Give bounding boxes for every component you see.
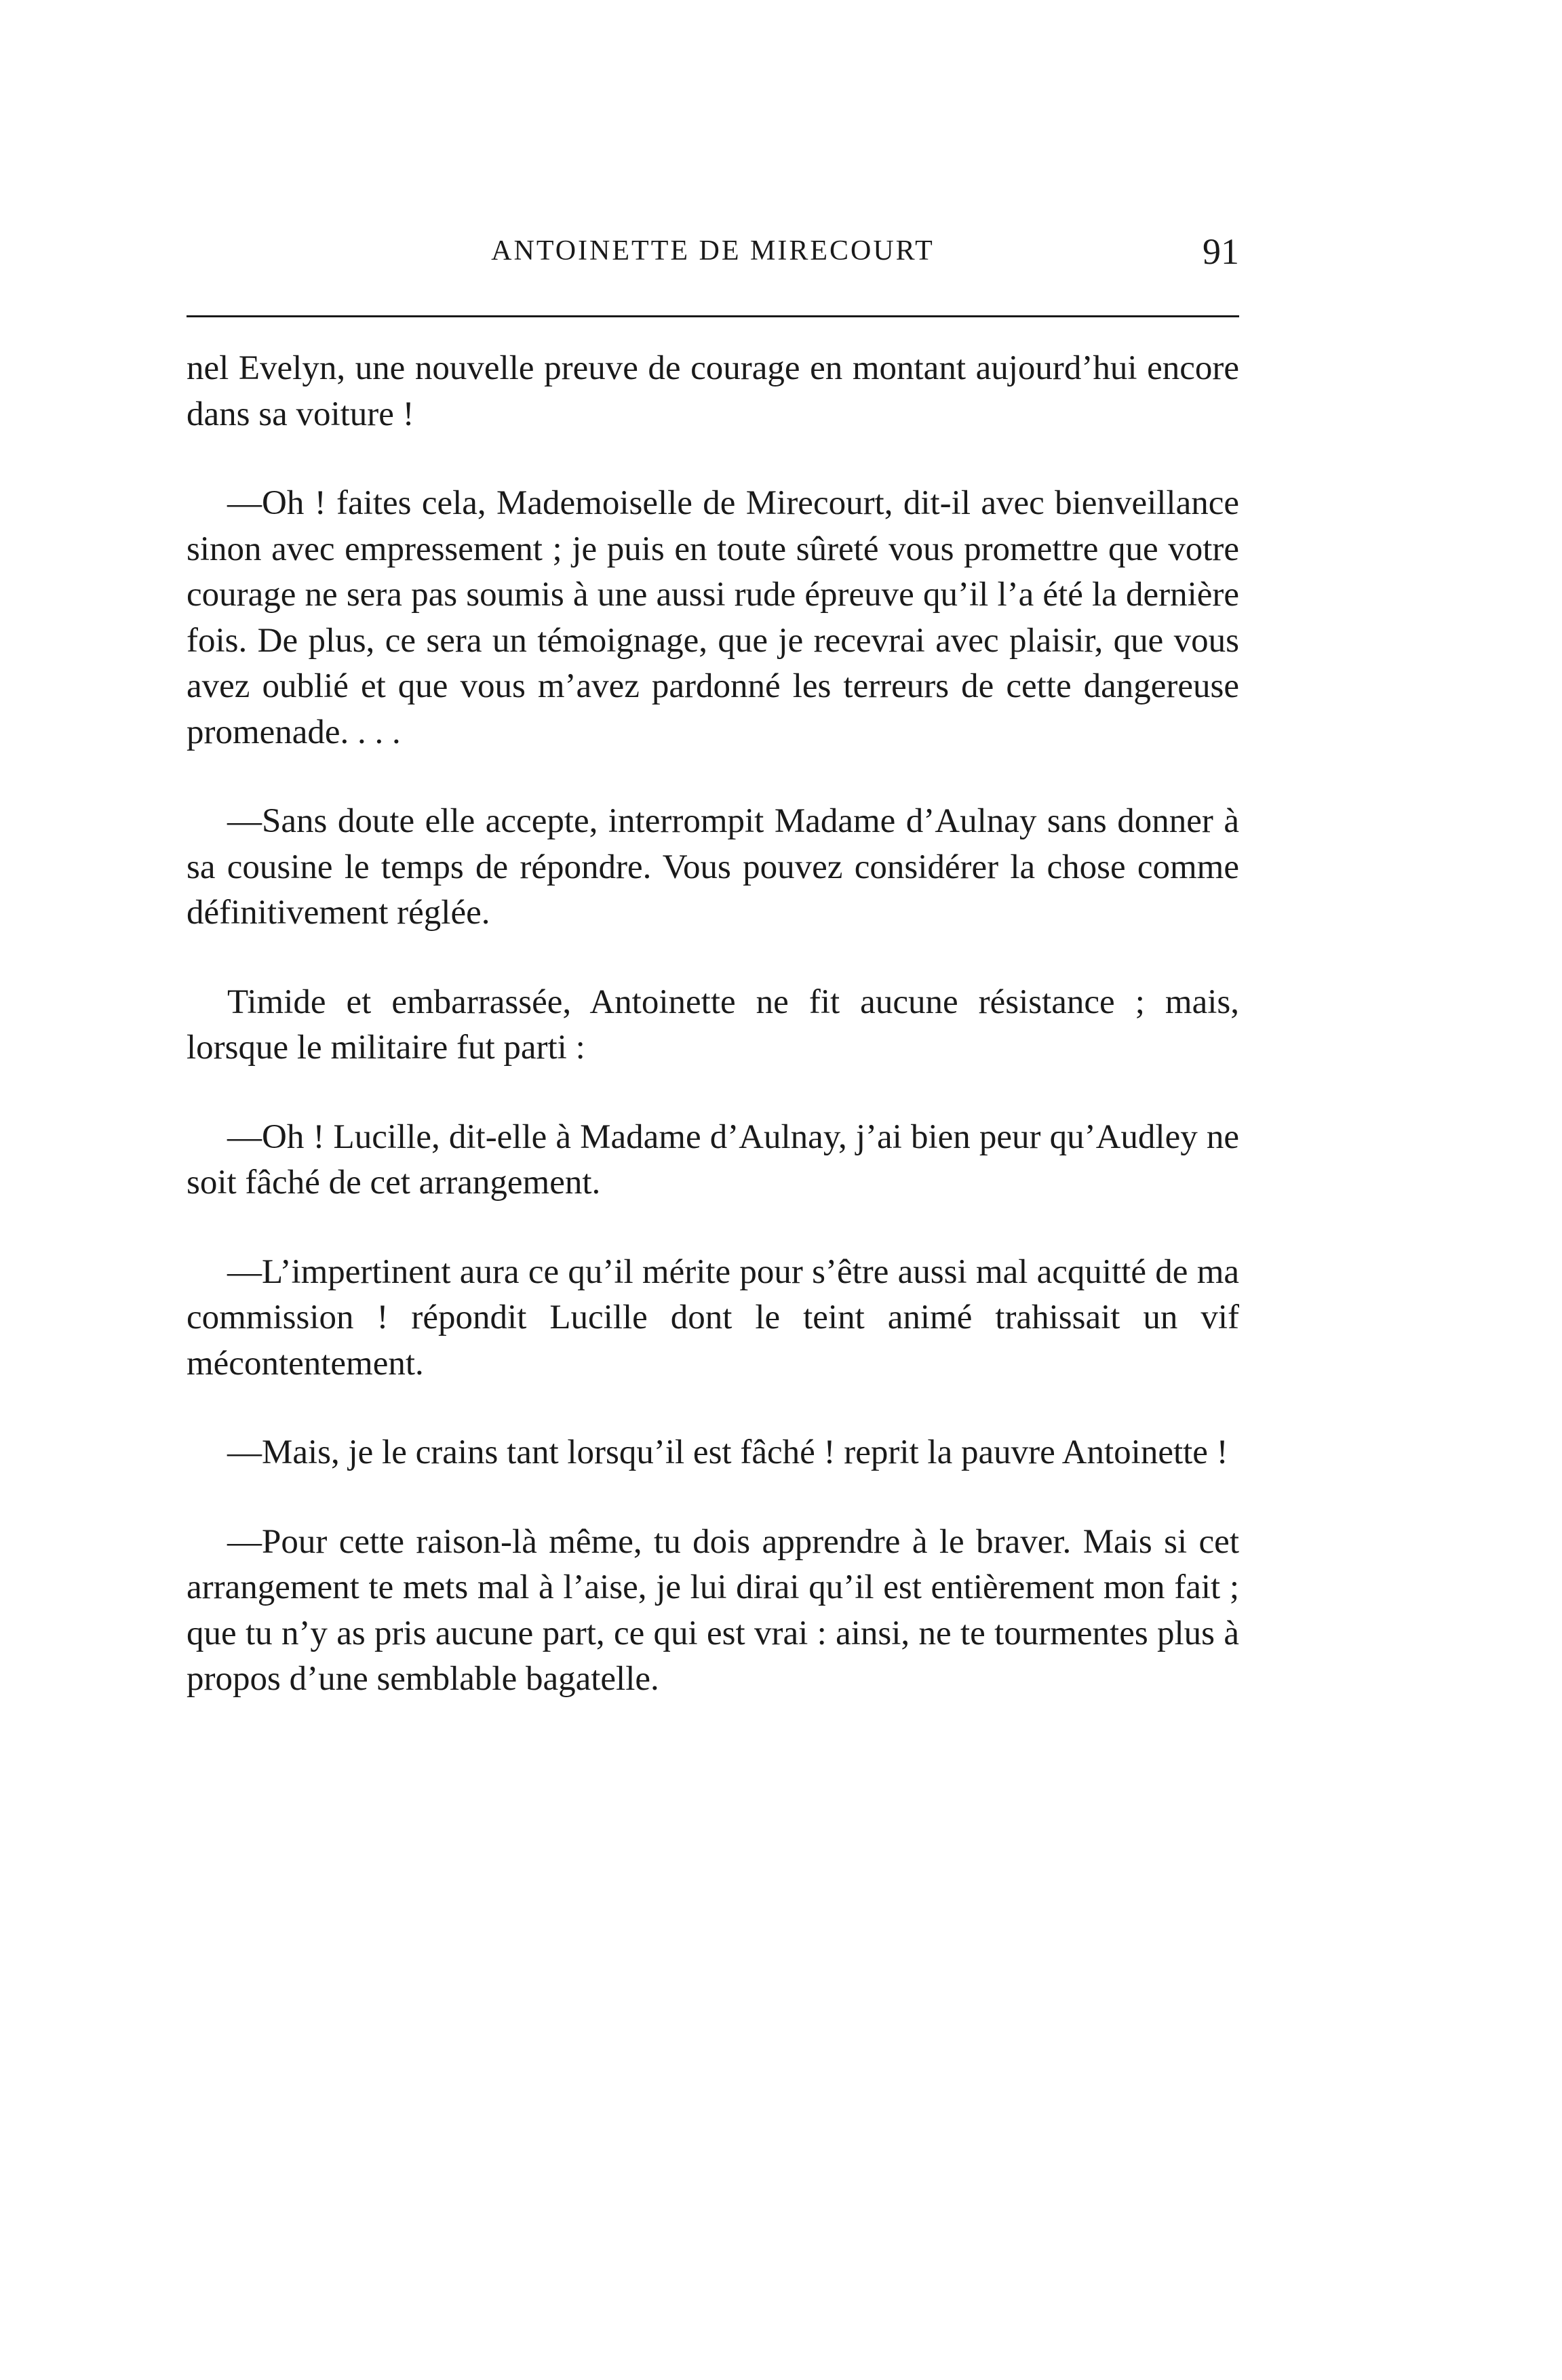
paragraph: —L’impertinent aura ce qu’il mérite pour s’être aussi mal acquitté de ma commission ! répondit Lucille dont le teint animé trahissait un vif mécontentement. <box>187 1252 1239 1383</box>
paragraph: —Oh ! faites cela, Mademoiselle de Mirecourt, dit-il avec bienveillance sinon avec empressement ; je puis en toute sûreté vous promettre que votre courage ne sera pas soumis à une aussi rude épreuve qu’il l’a été la dernière fois. De plus, ce sera un témoignage, que je recevrai avec plaisir, que vous avez oublié et que vous m’avez pardonné les terreurs de cette dangereuse promenade. . . . <box>187 484 1239 751</box>
body-text <box>187 346 1239 1746</box>
header-rule <box>187 315 1239 317</box>
running-head <box>187 231 1239 285</box>
paragraph: —Sans doute elle accepte, interrompit Madame d’Aulnay sans donner à sa cousine le temps de répondre. Vous pouvez considérer la chose comme définitivement réglée. <box>187 802 1239 932</box>
paragraph: nel Evelyn, une nouvelle preuve de courage en montant aujourd’hui encore dans sa voiture ! <box>187 349 1239 433</box>
paragraph: Timide et embarrassée, Antoinette ne fit aucune résistance ; mais, lorsque le militaire fut parti : <box>187 983 1239 1067</box>
running-title: ANTOINETTE DE MIRECOURT <box>491 235 935 266</box>
paragraph: —Oh ! Lucille, dit-elle à Madame d’Aulnay, j’ai bien peur qu’Audley ne soit fâché de cet arrangement. <box>187 1117 1239 1202</box>
paragraph: —Mais, je le crains tant lorsqu’il est fâché ! reprit la pauvre Antoinette ! <box>227 1433 1228 1471</box>
paragraph: —Pour cette raison-là même, tu dois apprendre à le braver. Mais si cet arrangement te mets mal à l’aise, je lui dirai qu’il est entièrement mon fait ; que tu n’y as pris aucune part, ce qui est vrai : ainsi, ne te tourmentes plus à propos d’une semblable bagatelle. <box>187 1522 1239 1698</box>
page-number: 91 <box>1203 231 1239 272</box>
